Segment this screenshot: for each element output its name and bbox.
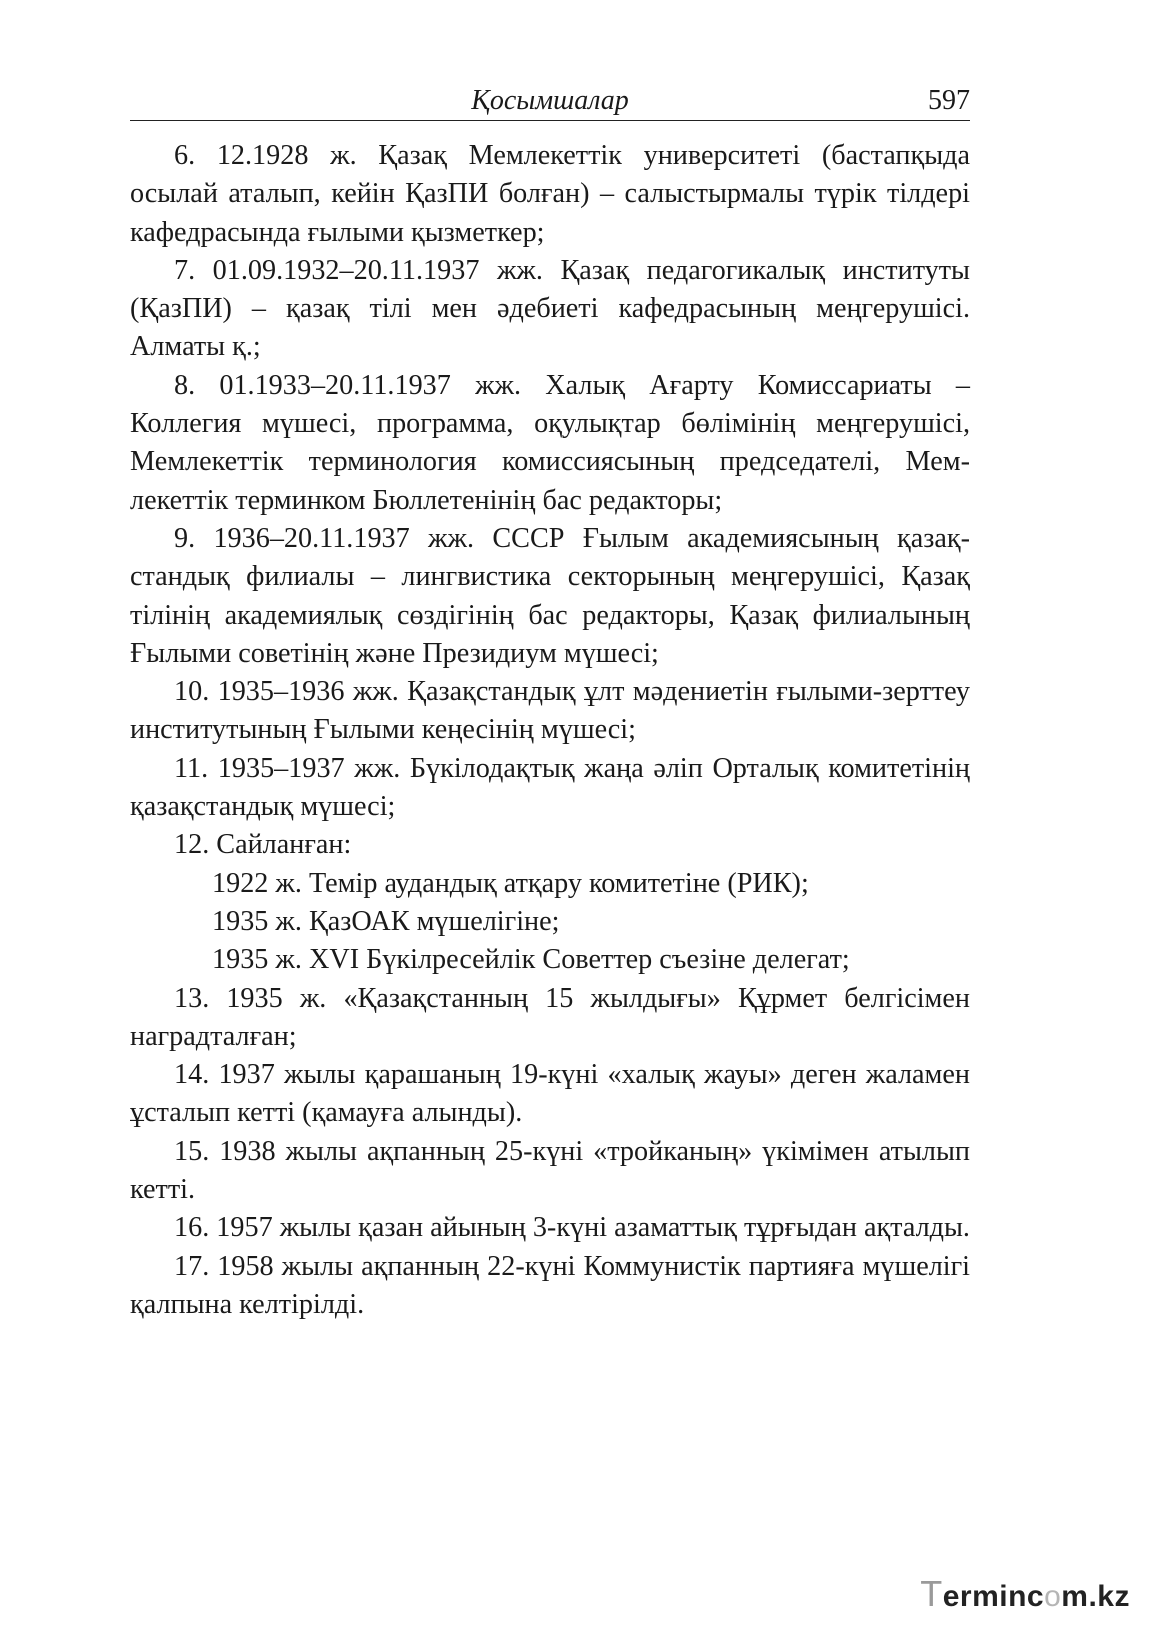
- paragraph-item: 16. 1957 жылы қазан айының 3-күні азаматтық тұрғыдан ақталды.: [174, 1212, 970, 1244]
- paragraph-item: 13. 1935 ж. «Қазақстанның 15 жылдығы» Құрмет белгісімен наградталған;: [130, 982, 970, 1052]
- sub-list-item: 1922 ж. Темір аудандық атқару комитетіне (РИК);: [212, 867, 809, 899]
- paragraph-item: 11. 1935–1937 жж. Бүкілодақтық жаңа әліп Орталық комитетінің қазақстандық мүшесі;: [130, 752, 970, 823]
- paragraph-item: 7. 01.09.1932–20.11.1937 жж. Қазақ педагогикалық институты (ҚазПИ) – қазақ тілі мен әдебиеті кафедрасының меңгерушісі. Алматы қ.;: [130, 254, 970, 363]
- page-header: [130, 84, 970, 121]
- watermark-logo-letter: T: [920, 1573, 943, 1614]
- running-title: Қосымшалар: [471, 85, 629, 116]
- paragraph-item: 6. 12.1928 ж. Қазақ Мемлекеттік университеті (бастапқыда осылай аталып, кейін ҚазПИ болған) – салыстырмалы түрік тілдері кафедрасында ғылыми қызметкер;: [130, 140, 970, 248]
- site-watermark: Termincom.kz: [920, 1573, 1130, 1614]
- paragraph-item: 17. 1958 жылы ақпанның 22-күні Коммунистік партияға мүшелігі қалпына келтірілді.: [130, 1250, 970, 1320]
- paragraph-item: 10. 1935–1936 жж. Қазақстандық ұлт мәдениетін ғылыми-зерттеу институтының Ғылыми кеңесінің мүшесі;: [130, 676, 970, 746]
- sub-list-item: 1935 ж. XVI Бүкілресейлік Советтер съезіне делегат;: [212, 944, 850, 976]
- watermark-logo-o: o: [1044, 1580, 1062, 1613]
- paragraph-item: 15. 1938 жылы ақпанның 25-күні «тройканың» үкімімен атылып кетті.: [130, 1135, 970, 1206]
- paragraph-item: 8. 01.1933–20.11.1937 жж. Халық Ағарту Комиссариаты – Коллегия мүшесі, программа, оқулықтар бөлімінің меңгерушісі, Мемлекеттік терминология комиссиясының председателі, Мемлекеттік терминком Бюллетенінің бас редакторы;: [130, 369, 970, 516]
- paragraph-item: 14. 1937 жылы қарашаның 19-күні «халық жауы» деген жаламен ұсталып кетті (қамауға алынды).: [130, 1059, 970, 1129]
- paragraph-item: 12. Сайланған:: [174, 829, 352, 861]
- paragraph-item: 9. 1936–20.11.1937 жж. СССР Ғылым академиясының қазақстандық филиалы – лингвистика секторының меңгерушісі, Қазақ тілінің академиялық сөздігінің бас редакторы, Қазақ филиалының Ғылыми советінің және Президиум мүшесі;: [130, 522, 970, 669]
- page-number: 597: [928, 85, 970, 116]
- sub-list-item: 1935 ж. ҚазОАК мүшелігіне;: [212, 905, 560, 937]
- page-body: [130, 137, 970, 1324]
